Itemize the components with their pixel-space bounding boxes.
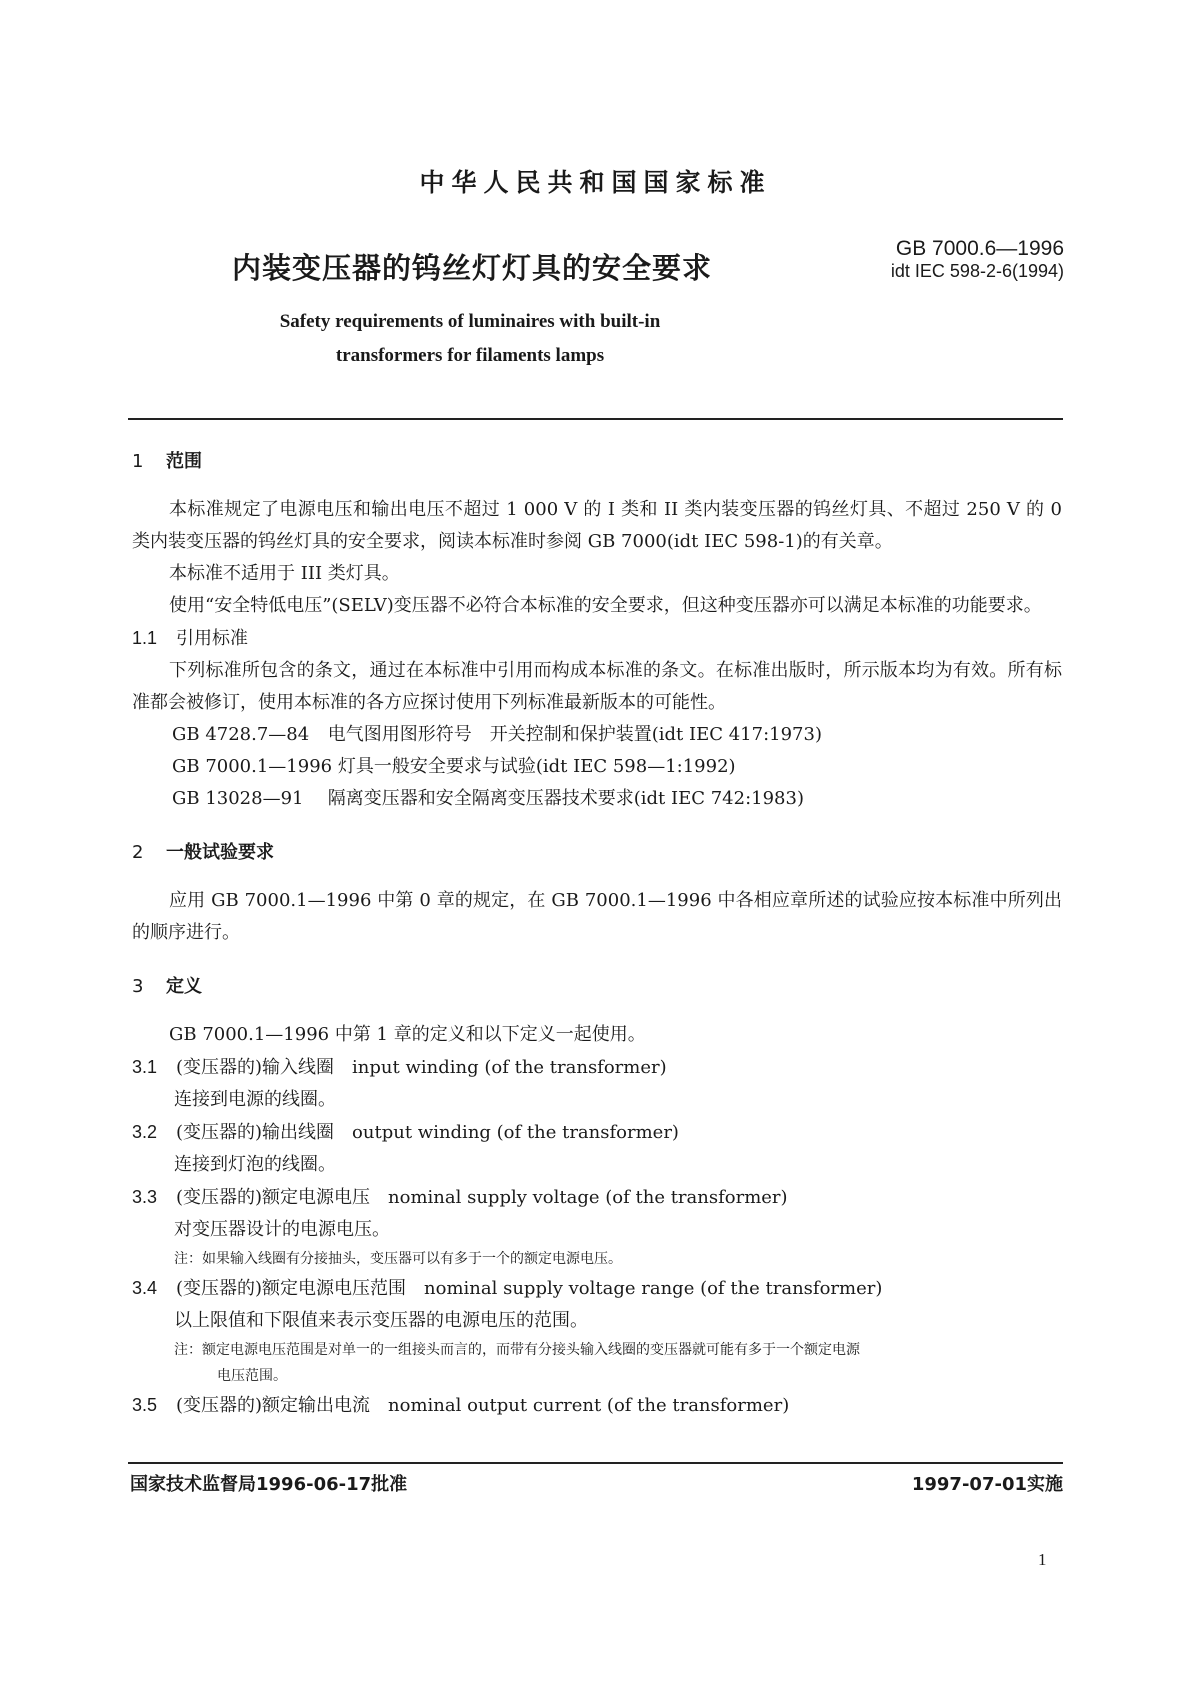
document-title-cn: 内装变压器的钨丝灯灯具的安全要求 — [232, 251, 713, 285]
scope-paragraph-1: 本标准规定了电源电压和输出电压不超过 1 000 V 的 I 类和 II 类内装变压器的钨丝灯具、不超过 250 V 的 0 类内装变压器的钨丝灯具的安全要求，阅读本标准时参阅 GB 7000(idt IEC 598-1)的有关章。 — [132, 499, 1062, 552]
title-en-line-1: Safety requirements of luminaires with built-in — [279, 311, 661, 332]
definition-term-cn: (变压器的)输出线圈 — [176, 1122, 335, 1143]
reference-title: 灯具一般安全要求与试验(idt IEC 598—1:1992) — [337, 756, 736, 777]
definition-number: 3.4 — [132, 1278, 158, 1298]
definition-term-en: nominal supply voltage range (of the transformer) — [424, 1278, 883, 1299]
reference-title: 隔离变压器和安全隔离变压器技术要求(idt IEC 742:1983) — [327, 788, 804, 809]
section-3-heading — [132, 971, 1062, 1003]
definition-term-cn: (变压器的)输入线圈 — [176, 1057, 335, 1078]
scope-paragraph-3: 使用“安全特低电压”(SELV)变压器不必符合本标准的安全要求，但这种变压器亦可以满足本标准的功能要求。 — [169, 595, 1042, 616]
document-body — [132, 446, 1062, 1422]
definition-term-cn: (变压器的)额定电源电压 — [176, 1187, 371, 1208]
definition-term-cn: (变压器的)额定电源电压范围 — [176, 1278, 407, 1299]
title-en-line-2: transformers for filaments lamps — [335, 345, 605, 366]
reference-item — [132, 751, 1062, 783]
section-1-heading — [132, 446, 1062, 478]
national-standard-heading: 中华人民共和国国家标准 — [419, 168, 772, 197]
definition-body: 连接到灯泡的线圈。 — [174, 1154, 336, 1175]
definition-term-cn: (变压器的)额定输出电流 — [176, 1395, 371, 1416]
definition-note-continued: 电压范围。 — [217, 1368, 287, 1384]
definition-body: 连接到电源的线圈。 — [174, 1089, 336, 1110]
definition-number: 3.1 — [132, 1057, 158, 1077]
section-number: 3 — [132, 976, 144, 997]
definition-note: 注：额定电源电压范围是对单一的一组接头而言的，而带有分接头输入线圈的变压器就可能有多于一个额定电源 — [174, 1342, 860, 1358]
definition-term-en: output winding (of the transformer) — [352, 1122, 679, 1143]
reference-item — [132, 783, 1062, 815]
references-paragraph: 下列标准所包含的条文，通过在本标准中引用而构成本标准的条文。在标准出版时，所示版本均为有效。所有标准都会被修订，使用本标准的各方应探讨使用下列标准最新版本的可能性。 — [132, 660, 1062, 713]
definition-term — [132, 1389, 1062, 1422]
standard-code-number: GB 7000.6—1996 — [895, 237, 1064, 260]
reference-title: 电气图用图形符号 开关控制和保护装置(idt IEC 417:1973) — [327, 724, 822, 745]
section-number: 1.1 — [132, 628, 158, 648]
standard-code — [814, 238, 1064, 282]
reference-code: GB 13028—91 — [172, 788, 304, 809]
definition-number: 3.3 — [132, 1187, 158, 1207]
standard-code-idt: idt IEC 598-2-6(1994) — [890, 261, 1064, 281]
definition-term — [132, 1272, 1062, 1305]
definition-term-en: nominal supply voltage (of the transformer) — [388, 1187, 788, 1208]
definition-term — [132, 1051, 1062, 1084]
footer-divider — [128, 1462, 1063, 1464]
section-1-1-heading — [132, 622, 1062, 655]
section-title: 引用标准 — [176, 628, 248, 649]
definition-number: 3.2 — [132, 1122, 158, 1142]
section-2-heading — [132, 837, 1062, 869]
definition-term-en: input winding (of the transformer) — [352, 1057, 667, 1078]
scope-paragraph-2: 本标准不适用于 III 类灯具。 — [169, 563, 400, 584]
page-number: 1 — [1038, 1550, 1047, 1569]
section-title: 一般试验要求 — [166, 842, 274, 863]
effective-date: 1997-07-01实施 — [911, 1474, 1063, 1495]
definition-note: 注：如果输入线圈有分接抽头，变压器可以有多于一个的额定电源电压。 — [174, 1251, 622, 1267]
definition-term — [132, 1116, 1062, 1149]
general-test-paragraph: 应用 GB 7000.1—1996 中第 0 章的规定，在 GB 7000.1—1996 中各相应章所述的试验应按本标准中所列出的顺序进行。 — [132, 890, 1062, 943]
reference-code: GB 4728.7—84 — [172, 724, 310, 745]
section-number: 1 — [132, 451, 144, 472]
reference-item — [132, 719, 1062, 751]
definition-term-en: nominal output current (of the transformer) — [388, 1395, 790, 1416]
definition-number: 3.5 — [132, 1395, 158, 1415]
section-title: 范围 — [166, 451, 202, 472]
section-title: 定义 — [166, 976, 202, 997]
approval-date: 国家技术监督局1996-06-17批准 — [130, 1474, 408, 1495]
reference-code: GB 7000.1—1996 — [172, 756, 333, 777]
definition-body: 对变压器设计的电源电压。 — [174, 1219, 390, 1240]
definitions-intro: GB 7000.1—1996 中第 1 章的定义和以下定义一起使用。 — [169, 1024, 646, 1045]
header-divider — [128, 418, 1063, 420]
definition-body: 以上限值和下限值来表示变压器的电源电压的范围。 — [174, 1310, 588, 1331]
definition-term — [132, 1181, 1062, 1214]
section-number: 2 — [132, 842, 144, 863]
document-title-en — [0, 305, 940, 373]
